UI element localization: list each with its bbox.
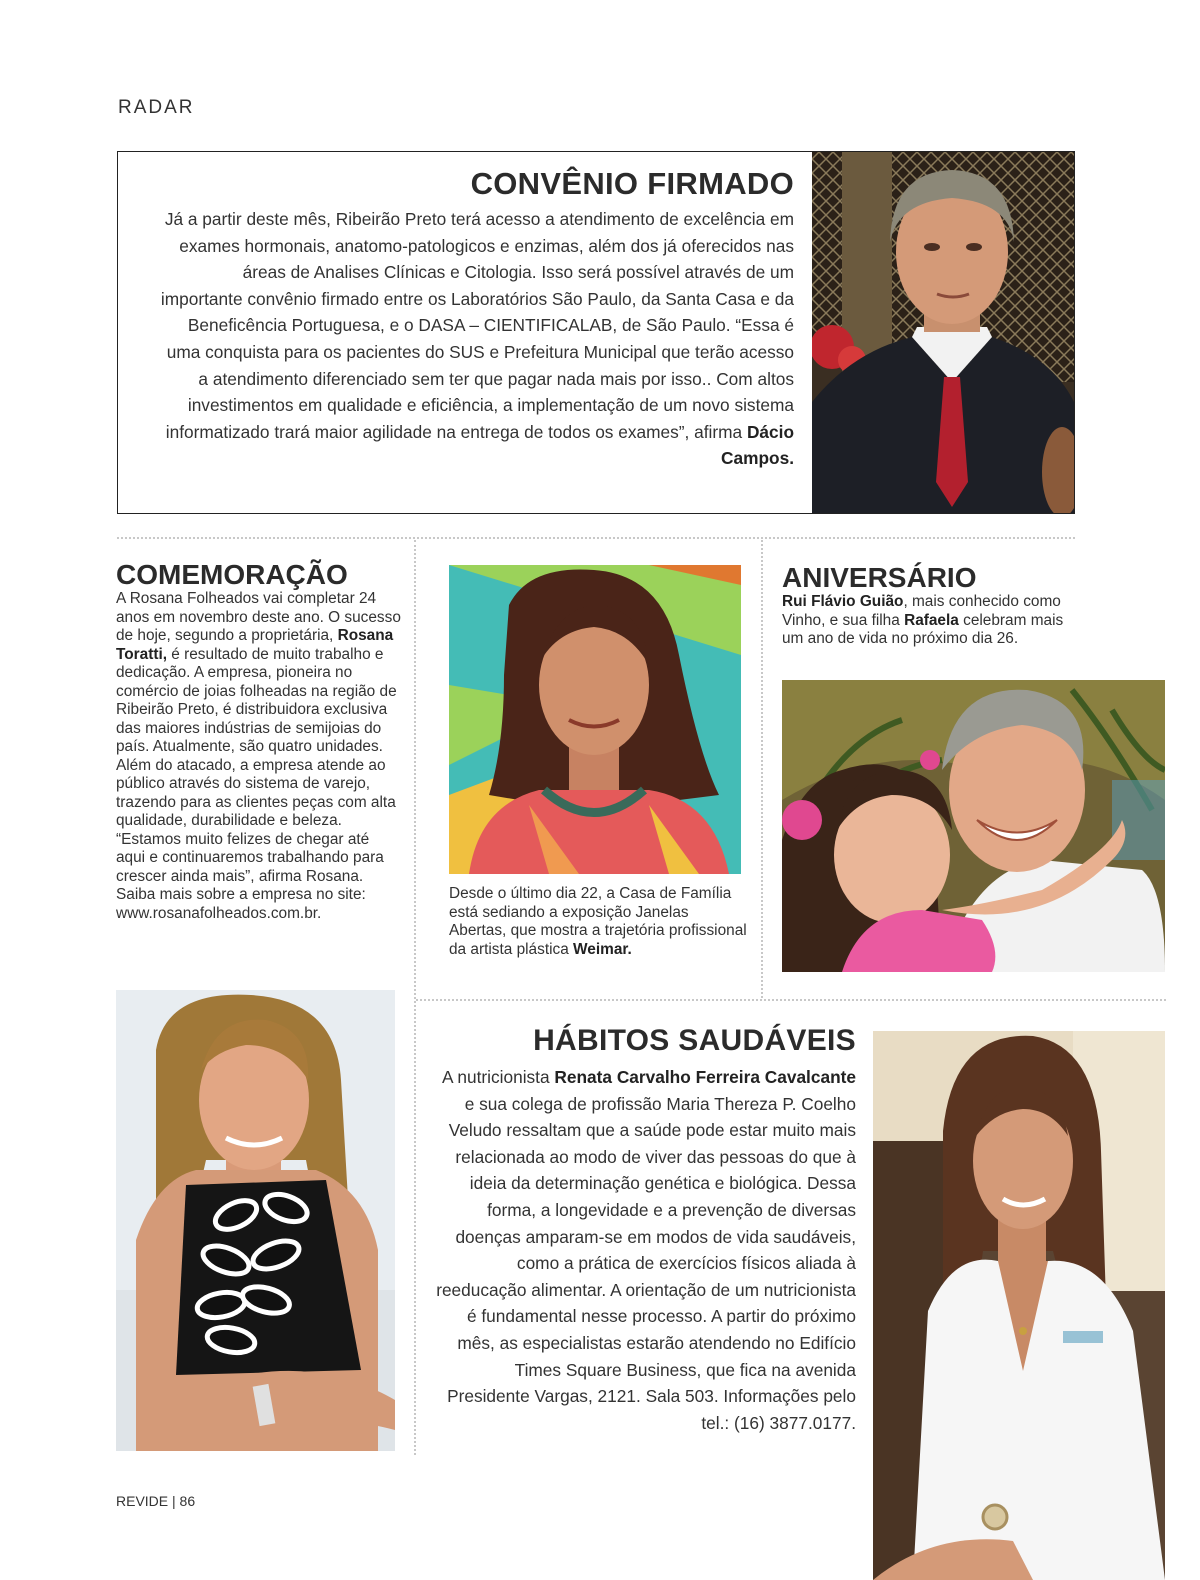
footer-separator: | <box>172 1493 176 1509</box>
photo-rosana-toratti <box>116 990 395 1451</box>
comemoracao-body <box>116 590 401 923</box>
convenio-text <box>158 166 794 472</box>
comemoracao-headline: COMEMORAÇÃO <box>116 559 348 590</box>
habitos-text: e sua colega de profissão Maria Thereza P. Coelho Veludo ressaltam que a saúde pode estar muito mais relacionada ao modo de viver das pessoas do que à ideia da determinação genética e biológica. Dessa forma, a longevidade e a prevenção de diversas doenças amparam-se em modos de vida saudáveis, como a prática de exercícios físicos aliada à reeducação alimentar. A orientação de um nutricionista é fundamental nesse processo. A partir do próximo mês, as especialistas estarão atendendo no Edifício Times Square Business, que fica na avenida Presidente Vargas, 2121. Sala 503. Informações pelo tel.: (16) 3877.0177. <box>436 1093 856 1433</box>
convenio-article <box>117 151 1075 514</box>
divider-horizontal-top <box>117 537 1075 539</box>
aniversario-text-1: , mais conhecido como Vinho, e sua filha <box>782 593 1061 629</box>
aniversario-name-1: Rui Flávio Guião <box>782 593 904 610</box>
convenio-name: Dácio Campos. <box>721 421 794 469</box>
comemoracao-text-2: é resultado de muito trabalho e dedicação. A empresa, pioneira no comércio de joias folheadas na região de Ribeirão Preto, é distribuidora exclusiva das maiores indústrias de semijoias do país. Atualmente, são quatro unidades. Além do atacado, a empresa atende ao público através do sistema de varejo, trazendo para as clientes peças com alta qualidade, durabilidade e beleza. “Estamos muito felizes de chegar até aqui e continuaremos trabalhando para crescer ainda mais”, afirma Rosana. Saiba mais sobre a empresa no site: www.rosanafolheados.com.br. <box>116 645 397 922</box>
divider-vertical-right <box>761 540 763 998</box>
convenio-headline: CONVÊNIO FIRMADO <box>470 166 794 201</box>
aniversario-article <box>782 563 1072 649</box>
exposicao-caption <box>449 885 749 959</box>
page-footer <box>116 1493 195 1509</box>
photo-rui-and-rafaela <box>782 680 1165 972</box>
page-number: 86 <box>179 1493 196 1509</box>
convenio-body-text: Já a partir deste mês, Ribeirão Preto terá acesso a atendimento de excelência em exames hormonais, anatomo-patologicos e enzimas, além dos já oferecidos nas áreas de Analises Clínicas e Citologia. Isso será possível através de um importante convênio firmado entre os Laboratórios São Paulo, da Santa Casa e da Beneficência Portuguesa, e o DASA – CIENTIFICALAB, de São Paulo. “Essa é uma conquista para os pacientes do SUS e Prefeitura Municipal que terão acesso a atendimento diferenciado sem ter que pagar nada mais por isso.. Com altos investimentos em qualidade e eficiência, a implementação de um novo sistema informatizado trará maior agilidade na entrega de todos os exames”, afirma <box>160 209 794 442</box>
divider-vertical-left <box>414 540 416 1455</box>
habitos-intro: A nutricionista <box>442 1067 555 1087</box>
aniversario-body <box>782 593 1072 649</box>
comemoracao-article <box>116 560 401 923</box>
exposicao-caption-text: Desde o último dia 22, a Casa de Família está sediando a exposição Janelas Abertas, que mostra a trajetória profissional da artista plástica <box>449 885 747 958</box>
section-label: RADAR <box>118 97 195 118</box>
habitos-article <box>432 1024 856 1436</box>
habitos-headline: HÁBITOS SAUDÁVEIS <box>533 1024 856 1057</box>
convenio-body <box>158 206 794 472</box>
photo-renata-cavalcante <box>873 1031 1165 1580</box>
photo-dacio-campos <box>812 152 1074 513</box>
aniversario-headline: ANIVERSÁRIO <box>782 562 977 593</box>
aniversario-text-2: celebram mais um ano de vida no próximo dia 26. <box>782 611 1064 647</box>
aniversario-name-2: Rafaela <box>904 611 959 629</box>
habitos-body <box>432 1064 856 1436</box>
habitos-name: Renata Carvalho Ferreira Cavalcante <box>554 1067 856 1087</box>
magazine-name: REVIDE <box>116 1493 169 1509</box>
comemoracao-name: Rosana Toratti, <box>116 627 394 663</box>
photo-weimar <box>449 565 741 874</box>
comemoracao-text-1: A Rosana Folheados vai completar 24 anos em novembro deste ano. O sucesso de hoje, segundo a proprietária, <box>116 590 401 644</box>
divider-horizontal-middle <box>416 999 1166 1001</box>
exposicao-name: Weimar. <box>573 940 632 958</box>
